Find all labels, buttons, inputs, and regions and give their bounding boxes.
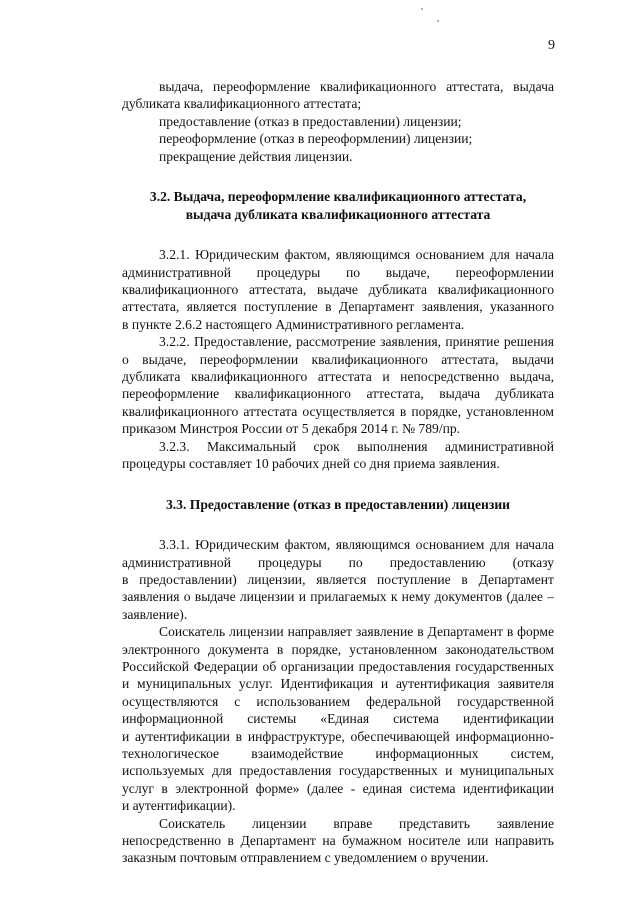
text-line: 3.2.2. Предоставление, рассмотрение заявления, принятие решения	[159, 334, 554, 350]
scan-speck	[421, 8, 423, 10]
text-line: используемых для предоставления государственных и муниципальных	[122, 763, 554, 779]
text-line: информационной системы «Единая система идентификации	[122, 711, 554, 727]
text-line: квалификационного аттестата осуществляется в порядке, установленном	[122, 403, 554, 419]
text-line: дубликата квалификационного аттестата и непосредственно выдача,	[122, 369, 554, 385]
text-line: и муниципальных услуг. Идентификация и аутентификация заявителя	[122, 676, 554, 692]
text-line: 3.2.1. Юридическим фактом, являющимся основанием для начала	[159, 247, 554, 263]
text-line: административной процедуры по предоставлению (отказу	[122, 554, 554, 570]
text-line: заявления о выдаче лицензии и прилагаемых к нему документов (далее –	[122, 589, 554, 605]
text-line: аттестата, является поступление в Департамент заявления, указанного	[122, 299, 554, 315]
text-line: дубликата квалификационного аттестата;	[122, 96, 362, 112]
text-line: переоформление квалификационного аттестата, выдача дубликата	[122, 386, 554, 402]
text-line: заявление).	[122, 606, 188, 622]
section-heading: выдача дубликата квалификационного аттестата	[185, 206, 491, 222]
list-item: прекращение действия лицензии.	[159, 148, 353, 164]
text-line: услуг в электронной форме» (далее - единая система идентификации	[122, 780, 554, 796]
list-item: предоставление (отказ в предоставлении) лицензии;	[159, 113, 462, 129]
text-line: и аутентификации в инфраструктуре, обеспечивающей информационно-	[122, 728, 554, 744]
text-line: выдача, переоформление квалификационного аттестата, выдача	[159, 79, 554, 94]
text-line: приказом Минстроя России от 5 декабря 2014 г. № 789/пр.	[122, 421, 461, 437]
text-line: технологическое взаимодействие информационных систем,	[122, 745, 554, 761]
text-line: заказным почтовым отправлением с уведомлением о вручении.	[122, 850, 489, 866]
text-line: электронного документа в порядке, установленном законодательством	[122, 641, 554, 657]
text-line: и аутентификации).	[122, 798, 236, 814]
text-line: Соискатель лицензии направляет заявление в Департамент в форме	[159, 624, 554, 640]
text-line: процедуры составляет 10 рабочих дней со дня приема заявления.	[122, 456, 500, 472]
text-line: Российской Федерации об организации предоставления государственных	[122, 658, 554, 674]
text-line: квалификационного аттестата, выдаче дубликата квалификационного	[122, 282, 554, 298]
scan-speck	[437, 20, 439, 22]
text-line: административной процедуры по выдаче, переоформлении	[122, 264, 554, 280]
text-line: в предоставлении) лицензии, является поступление в Департамент	[122, 571, 554, 587]
text-line: в пункте 2.6.2 настоящего Административного регламента.	[122, 316, 465, 332]
document-body	[122, 78, 554, 867]
section-heading: 3.2. Выдача, переоформление квалификационного аттестата,	[149, 189, 527, 205]
text-line: о выдаче, переоформлении квалификационного аттестата, выдачи	[122, 351, 554, 367]
section-heading: 3.3. Предоставление (отказ в предоставлении) лицензии	[165, 496, 510, 512]
text-line: осуществляются с использованием федеральной государственной	[122, 693, 554, 709]
text-line: Соискатель лицензии вправе представить заявление	[159, 815, 554, 831]
text-line: 3.3.1. Юридическим фактом, являющимся основанием для начала	[159, 537, 554, 553]
text-line: 3.2.3. Максимальный срок выполнения административной	[159, 438, 554, 454]
list-item: переоформление (отказ в переоформлении) лицензии;	[159, 131, 473, 147]
text-line: непосредственно в Департамент на бумажном носителе или направить	[122, 833, 554, 848]
page-number: 9	[548, 38, 555, 53]
